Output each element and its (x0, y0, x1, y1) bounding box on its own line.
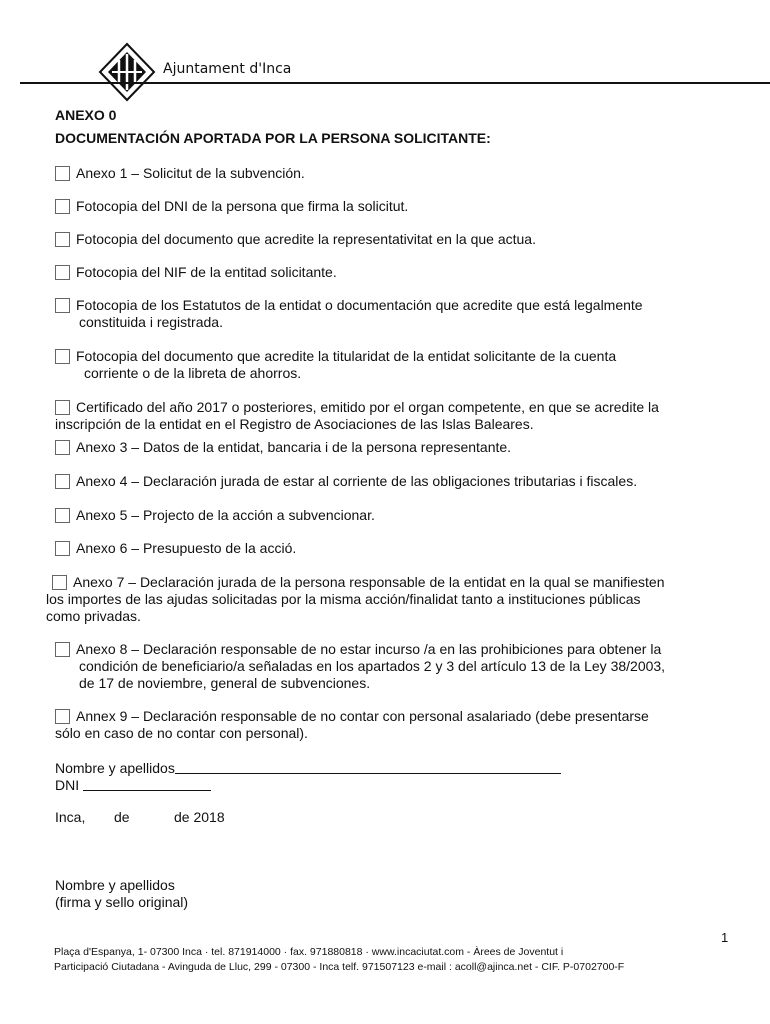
name-label: Nombre y apellidos (55, 760, 175, 776)
checklist-item: Annex 9 – Declaración responsable de no contar con personal asalariado (debe presentarse sólo en caso de no contar con personal). (55, 708, 649, 741)
inca-coat-of-arms-logo (92, 42, 162, 102)
dni-label: DNI (55, 777, 80, 793)
checkbox[interactable] (55, 166, 70, 181)
signer-name-label: Nombre y apellidos (55, 877, 175, 893)
checkbox[interactable] (55, 400, 70, 415)
dni-field-row (55, 776, 211, 794)
checkbox[interactable] (52, 575, 67, 590)
date-year: de 2018 (174, 809, 225, 825)
checklist-item: Fotocopia del NIF de la entitad solicitante. (55, 264, 337, 281)
checkbox[interactable] (55, 541, 70, 556)
checklist-item: Anexo 4 – Declaración jurada de estar al corriente de las obligaciones tributarias i fiscales. (55, 473, 637, 490)
place-label: Inca, (55, 809, 86, 825)
checklist-item: Fotocopia del documento que acredite la representativitat en la que actua. (55, 231, 536, 248)
checkbox[interactable] (55, 349, 70, 364)
page-title: ANEXO 0 (55, 107, 117, 123)
footer-line-2: Participació Ciutadana - Avinguda de Lluc, 299 - 07300 - Inca telf. 971507123 e-mail : acoll@ajinca.net - CIF. P-0702700-F (54, 961, 625, 973)
header-rule (20, 82, 770, 84)
checkbox[interactable] (55, 199, 70, 214)
checklist-item: Fotocopia del documento que acredite la titularidat de la entidat solicitante de la cuenta corriente o de la libreta de ahorros. (55, 348, 731, 382)
date-de-label: de (114, 809, 130, 825)
brand-name: Ajuntament d'Inca (163, 61, 292, 77)
checklist-item: Anexo 6 – Presupuesto de la acció. (55, 540, 296, 557)
checklist-item: Anexo 5 – Projecto de la acción a subvencionar. (55, 507, 375, 524)
checklist-item: Anexo 1 – Solicitut de la subvención. (55, 165, 305, 182)
checklist-item: Anexo 7 – Declaración jurada de la persona responsable de la entidat en la qual se manifiesten los importes de las ajudas solicitadas por la misma acción/finalidat tanto a instituciones públicas como privadas. (46, 574, 665, 624)
checkbox[interactable] (55, 508, 70, 523)
footer-line-1: Plaça d'Espanya, 1- 07300 Inca · tel. 871914000 · fax. 971880818 · www.incaciutat.com - Àrees de Joventut i (54, 946, 564, 958)
checklist-item: Anexo 8 – Declaración responsable de no estar incurso /a en las prohibiciones para obtener la condición de beneficiario/a señaladas en los apartados 2 y 3 del artículo 13 de la Ley 38/2003, de 17 de noviembre, general de subvenciones. (55, 641, 731, 692)
name-field-row (55, 759, 561, 777)
page-number: 1 (721, 930, 729, 945)
checklist-item: Fotocopia de los Estatutos de la entidat o documentación que acredite que está legalmente constituida i registrada. (55, 297, 731, 331)
checkbox[interactable] (55, 440, 70, 455)
dni-underline[interactable] (83, 776, 211, 791)
page-subtitle: DOCUMENTACIÓN APORTADA POR LA PERSONA SOLICITANTE: (55, 130, 491, 146)
checklist-item: Certificado del año 2017 o posteriores, emitido por el organ competente, en que se acredite la inscripción de la entidat en el Registro de Asociaciones de las Islas Baleares. (55, 399, 659, 432)
signature-note: (firma y sello original) (55, 894, 189, 910)
checkbox[interactable] (55, 298, 70, 313)
checklist-item: Fotocopia del DNI de la persona que firma la solicitut. (55, 198, 408, 215)
checkbox[interactable] (55, 474, 70, 489)
checkbox[interactable] (55, 642, 70, 657)
checkbox[interactable] (55, 265, 70, 280)
checkbox[interactable] (55, 709, 70, 724)
checklist-item: Anexo 3 – Datos de la entidat, bancaria i de la persona representante. (55, 439, 511, 456)
checkbox[interactable] (55, 232, 70, 247)
name-underline[interactable] (175, 759, 561, 774)
